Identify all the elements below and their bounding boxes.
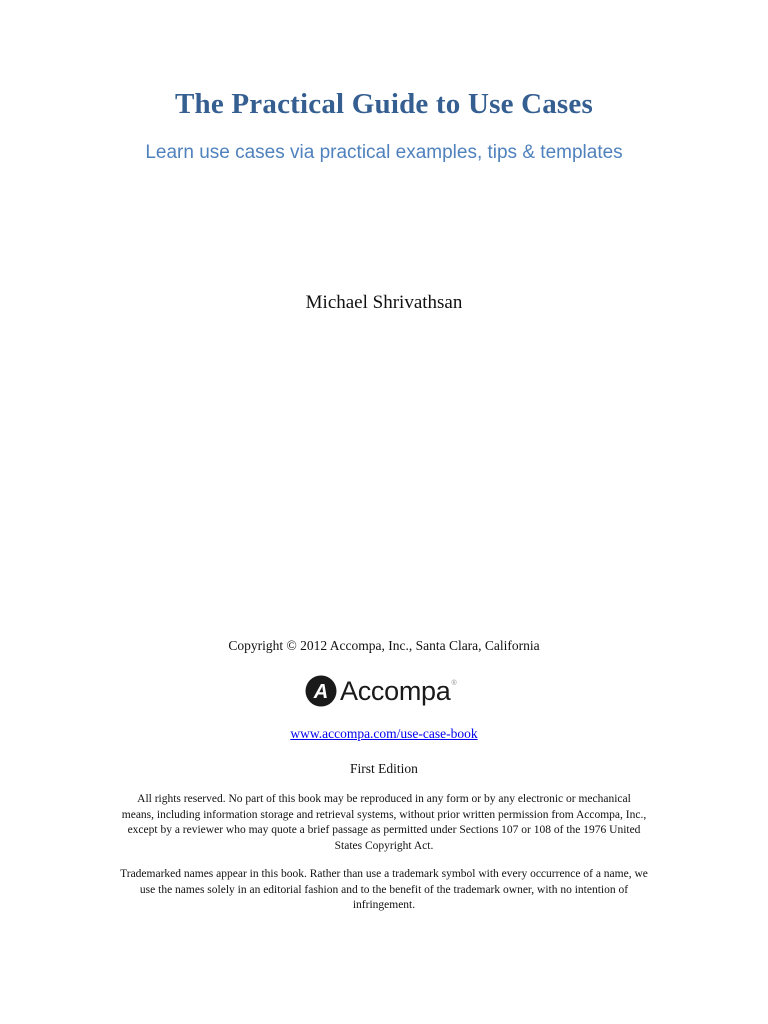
accompa-logo-icon — [305, 675, 337, 707]
logo-mark-letter: A — [313, 681, 329, 703]
rights-notice: All rights reserved. No part of this book may be reproduced in any form or by any electronic or mechanical means, including information storage and retrieval systems, without prior written permission from Accompa, Inc., except by a reviewer who may quote a brief passage as permitted under Sections 107 or 108 of the 1976 United States Copyright Act. — [121, 793, 647, 852]
website-link[interactable]: www.accompa.com/use-case-book — [290, 726, 478, 741]
copyright-line: Copyright © 2012 Accompa, Inc., Santa Clara, California — [228, 638, 540, 653]
page-subtitle: Learn use cases via practical examples, tips & templates — [145, 142, 623, 163]
page-title: The Practical Guide to Use Cases — [175, 88, 593, 120]
author-name: Michael Shrivathsan — [305, 292, 463, 313]
logo-wordmark: Accompa — [340, 675, 451, 706]
accompa-logo — [305, 674, 457, 708]
edition-label: First Edition — [350, 761, 418, 776]
trademark-notice: Trademarked names appear in this book. Rather than use a trademark symbol with every occurrence of a name, we use the names solely in an editorial fashion and to the benefit of the trademark owner, with no intention of infringement. — [120, 868, 648, 911]
website-line — [0, 726, 768, 742]
registered-mark: ® — [451, 680, 457, 687]
